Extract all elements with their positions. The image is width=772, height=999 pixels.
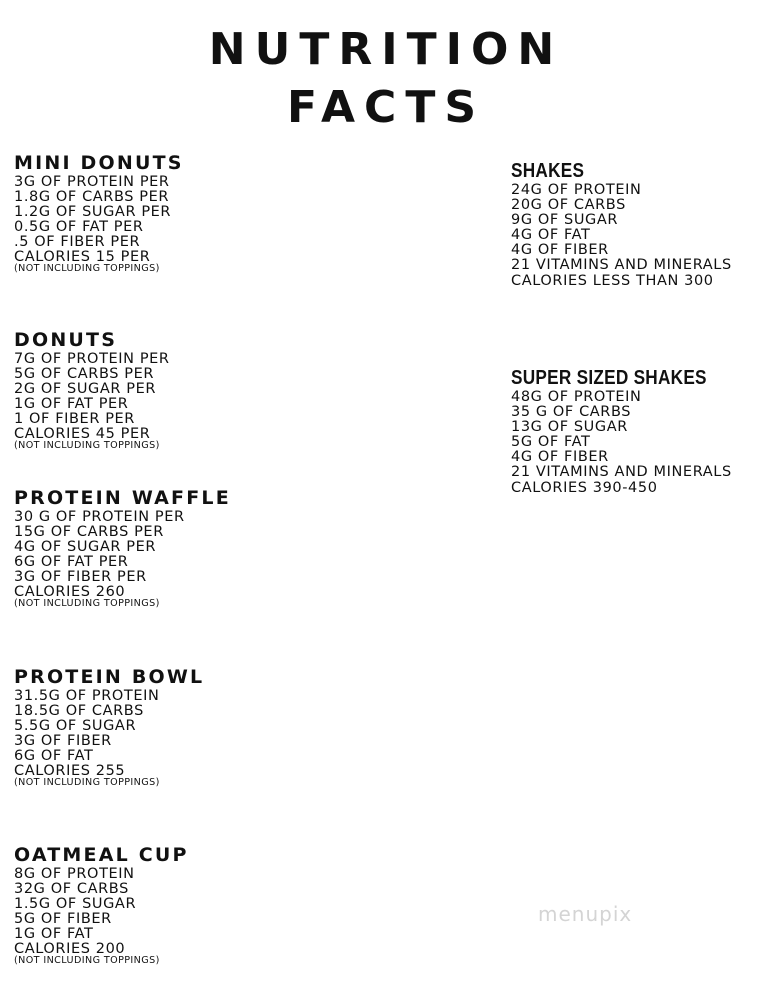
nutrient-list xyxy=(14,510,231,601)
nutrient-line: 4G OF SUGAR PER xyxy=(14,539,157,556)
nutrient-line: 20G OF CARBS xyxy=(511,197,626,214)
nutrient-line: 3G OF FIBER PER xyxy=(14,569,147,586)
nutrient-line: 2G OF SUGAR PER xyxy=(14,381,157,398)
nutrient-line: 21 VITAMINS AND MINERALS xyxy=(511,464,732,481)
nutrient-line: 30 G OF PROTEIN PER xyxy=(14,509,185,525)
nutrient-line: .5 OF FIBER PER xyxy=(14,234,141,251)
toppings-note: (NOT INCLUDING TOPPINGS) xyxy=(14,262,160,274)
nutrient-line: 1.5G OF SUGAR xyxy=(14,896,137,913)
nutrient-line: CALORIES 260 xyxy=(14,584,126,601)
toppings-note: (NOT INCLUDING TOPPINGS) xyxy=(14,954,160,966)
nutrient-line: 1 OF FIBER PER xyxy=(14,411,135,428)
watermark: menupix xyxy=(538,902,633,926)
nutrient-line: 15G OF CARBS PER xyxy=(14,524,164,541)
section-shakes xyxy=(511,161,732,289)
nutrient-line: 4G OF FIBER xyxy=(511,242,609,259)
nutrient-line: 24G OF PROTEIN xyxy=(511,182,642,198)
nutrient-list xyxy=(14,689,204,780)
nutrient-list xyxy=(14,867,189,958)
nutrient-line: CALORIES 45 PER xyxy=(14,426,151,443)
section-heading: SHAKES xyxy=(511,160,585,182)
nutrient-line: 1.8G OF CARBS PER xyxy=(14,189,170,206)
toppings-note: (NOT INCLUDING TOPPINGS) xyxy=(14,597,160,609)
nutrient-line: 7G OF PROTEIN PER xyxy=(14,351,170,367)
nutrient-line: 48G OF PROTEIN xyxy=(511,389,642,405)
nutrient-line: CALORIES 390-450 xyxy=(511,479,658,496)
nutrient-line: 9G OF SUGAR xyxy=(511,212,619,229)
nutrient-line: 13G OF SUGAR xyxy=(511,419,628,436)
nutrient-line: 5G OF FAT xyxy=(511,434,591,451)
section-heading: SUPER SIZED SHAKES xyxy=(511,367,707,389)
section-mini-donuts xyxy=(14,153,184,274)
toppings-note: (NOT INCLUDING TOPPINGS) xyxy=(14,439,160,451)
nutrient-line: 35 G OF CARBS xyxy=(511,404,632,421)
section-protein-waffle xyxy=(14,488,231,609)
section-donuts xyxy=(14,330,170,451)
nutrient-line: 18.5G OF CARBS xyxy=(14,703,144,720)
section-protein-bowl xyxy=(14,667,204,788)
nutrient-line: 3G OF PROTEIN PER xyxy=(14,174,170,190)
nutrient-line: 31.5G OF PROTEIN xyxy=(14,688,160,704)
nutrient-line: 4G OF FIBER xyxy=(511,449,609,466)
page-title-line-1: NUTRITION xyxy=(208,24,564,75)
nutrient-line: 1G OF FAT PER xyxy=(14,396,129,413)
nutrient-list xyxy=(14,352,170,443)
nutrient-line: 5G OF FIBER xyxy=(14,911,112,928)
nutrient-line: 32G OF CARBS xyxy=(14,881,129,898)
section-super-sized-shakes xyxy=(511,368,739,496)
nutrient-list xyxy=(511,183,732,289)
nutrient-line: 6G OF FAT xyxy=(14,748,94,765)
section-heading: PROTEIN BOWL xyxy=(14,666,205,688)
page-title-line-2: FACTS xyxy=(286,82,486,133)
toppings-note: (NOT INCLUDING TOPPINGS) xyxy=(14,776,160,788)
nutrient-line: 8G OF PROTEIN xyxy=(14,866,135,882)
nutrient-line: 5.5G OF SUGAR xyxy=(14,718,137,735)
nutrient-line: 1.2G OF SUGAR PER xyxy=(14,204,172,221)
nutrient-line: CALORIES 255 xyxy=(14,763,126,780)
nutrient-list xyxy=(14,175,184,266)
nutrient-line: 6G OF FAT PER xyxy=(14,554,129,571)
nutrient-line: CALORIES 15 PER xyxy=(14,249,151,266)
nutrient-line: 21 VITAMINS AND MINERALS xyxy=(511,257,732,274)
nutrient-line: 5G OF CARBS PER xyxy=(14,366,155,383)
nutrient-line: CALORIES LESS THAN 300 xyxy=(511,272,714,289)
section-heading: MINI DONUTS xyxy=(14,152,184,174)
nutrient-line: 0.5G OF FAT PER xyxy=(14,219,144,236)
nutrient-list xyxy=(511,390,739,496)
section-heading: OATMEAL CUP xyxy=(14,844,189,866)
nutrient-line: 3G OF FIBER xyxy=(14,733,112,750)
nutrient-line: 4G OF FAT xyxy=(511,227,591,244)
nutrient-line: 1G OF FAT xyxy=(14,926,94,943)
nutrient-line: CALORIES 200 xyxy=(14,941,126,958)
section-heading: PROTEIN WAFFLE xyxy=(14,487,231,509)
section-heading: DONUTS xyxy=(14,329,118,351)
section-oatmeal-cup xyxy=(14,845,189,966)
